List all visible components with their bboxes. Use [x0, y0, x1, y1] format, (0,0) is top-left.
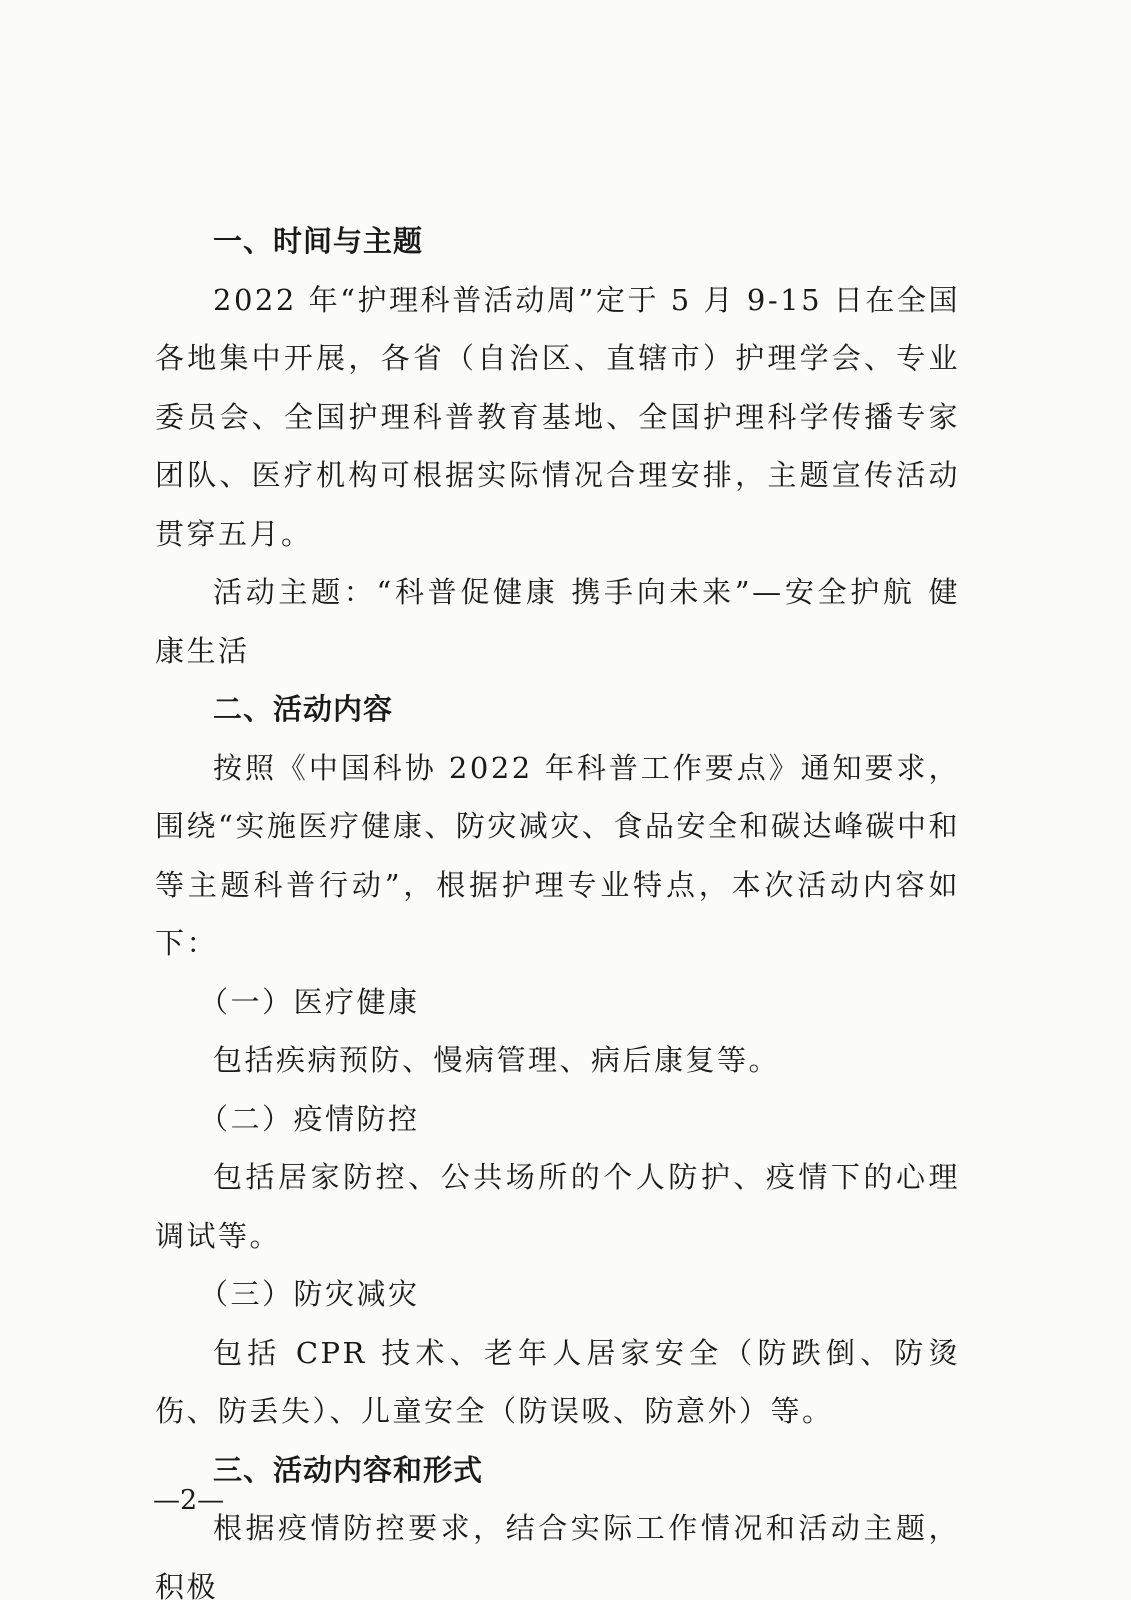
section-heading-activity-content: 二、活动内容 [213, 692, 394, 726]
item-title-disaster-prevention: （三）防灾减灾 [199, 1277, 420, 1311]
page-number: —2— [153, 1485, 225, 1516]
section-heading-activity-form: 三、活动内容和形式 [213, 1452, 484, 1487]
paragraph-schedule: 2022 年“护理科普活动周”定于 5 月 9-15 日在全国各地集中开展，各省（自治区、直辖市）护理学会、专业委员会、全国护理科普教育基地、全国护理科学传播专家团队、医疗机构可根据实际情况合理安排，主题宣传活动贯穿五月。 [155, 282, 960, 551]
item-title-medical-health: （一）医疗健康 [199, 984, 420, 1019]
item-text-epidemic-control: 包括居家防控、公共场所的个人防护、疫情下的心理调试等。 [155, 1160, 960, 1253]
item-title-epidemic-control: （二）疫情防控 [199, 1101, 420, 1136]
section-heading-time-theme: 一、时间与主题 [213, 224, 424, 258]
document-body [155, 212, 960, 1616]
item-text-disaster-prevention: 包括 CPR 技术、老年人居家安全（防跌倒、防烫伤、防丢失）、儿童安全（防误吸、防意外）等。 [155, 1335, 960, 1428]
paragraph-content-intro: 按照《中国科协 2022 年科普工作要点》通知要求，围绕“实施医疗健康、防灾减灾、食品安全和碳达峰碳中和等主题科普行动”，根据护理专业特点，本次活动内容如下： [155, 750, 960, 960]
paragraph-activity-theme: 活动主题：“科普促健康 携手向未来”—安全护航 健康生活 [155, 575, 960, 668]
paragraph-activity-form: 根据疫情防控要求，结合实际工作情况和活动主题，积极 [155, 1511, 960, 1604]
item-text-medical-health: 包括疾病预防、慢病管理、病后康复等。 [213, 1043, 781, 1077]
